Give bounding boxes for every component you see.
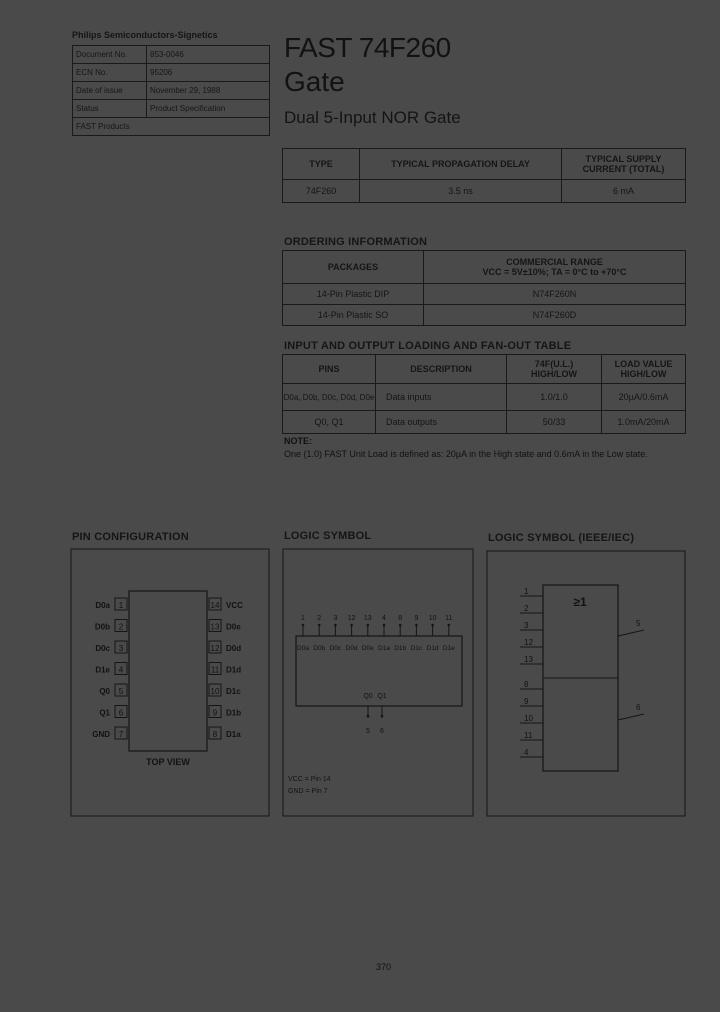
pin-name-right: VCC [226, 601, 243, 610]
iec-input-pin: 8 [524, 680, 529, 689]
company-name: Philips Semiconductors-Signetics [72, 30, 218, 40]
logic-outputs-group [363, 693, 386, 735]
output-pin-number: 5 [366, 728, 370, 735]
pin-number-left: 1 [118, 601, 124, 610]
logic-iec-heading: LOGIC SYMBOL (IEEE/IEC) [488, 532, 635, 544]
pin-name-left: Q1 [99, 708, 110, 718]
type-table-header: TYPE TYPICAL PROPAGATION DELAY TYPICAL SUPPLY CURRENT (TOTAL) [283, 149, 686, 180]
output-terminal [381, 715, 384, 718]
loading-row-outputs: Q0, Q1 Data outputs 50/33 1.0mA/20mA [283, 411, 686, 434]
title-line-2: Gate [284, 66, 345, 97]
subtitle: Dual 5-Input NOR Gate [284, 108, 461, 127]
input-label: D1d [426, 645, 439, 652]
doc-row-number: Document No. 853-0046 [73, 46, 270, 64]
iec-output-lead [618, 714, 644, 720]
iec-input-pin: 3 [524, 621, 529, 630]
ordering-range-title: COMMERCIAL RANGE [506, 257, 603, 267]
pin-number-right: 13 [210, 622, 220, 632]
input-label: D0a [297, 645, 309, 652]
loading-header: PINS DESCRIPTION 74F(U.L.) HIGH/LOW LOAD VALUE HIGH/LOW [283, 355, 686, 384]
input-pin-number: 1 [301, 615, 305, 622]
iec-input-pin: 4 [524, 748, 529, 757]
vcc-note: VCC = Pin 14 [288, 776, 331, 783]
note-title: NOTE: [284, 436, 312, 446]
input-terminal [431, 624, 434, 627]
pin-name-left: GND [92, 730, 110, 739]
pin-name-right: D1d [226, 665, 242, 675]
iec-input-pin: 9 [524, 697, 529, 706]
input-label: D1e [442, 645, 455, 652]
input-pin-number: 9 [414, 615, 419, 622]
input-label: D1a [378, 645, 390, 652]
ordering-row-dip: 14-Pin Plastic DIP N74F260N [283, 284, 686, 305]
doc-row-status: Status Product Specification [73, 100, 270, 118]
type-table [282, 148, 686, 203]
input-label: D1c [410, 645, 423, 652]
iec-pins-group [520, 587, 644, 757]
pin-number-right: 14 [210, 601, 220, 610]
pin-name-right: D1b [226, 708, 242, 718]
ordering-table [282, 250, 686, 326]
pin-number-left: 6 [118, 708, 124, 718]
iec-output-pin: 5 [636, 619, 641, 628]
input-pin-number: 12 [347, 615, 356, 622]
pin-number-left: 3 [118, 644, 124, 653]
pin-number-right: 10 [210, 687, 220, 696]
ordering-header: PACKAGES COMMERCIAL RANGE VCC = 5V±10%; TA = 0°C to +70°C [283, 251, 686, 284]
pin-name-left: Q0 [99, 687, 110, 696]
loading-table [282, 354, 686, 434]
input-pin-number: 11 [445, 615, 453, 622]
iec-input-pin: 11 [524, 731, 533, 740]
iec-input-pin: 2 [524, 604, 529, 613]
pin-config-heading: PIN CONFIGURATION [72, 531, 189, 543]
ordering-row-so: 14-Pin Plastic SO N74F260D [283, 305, 686, 326]
type-table-row: 74F260 3.5 ns 6 mA [283, 180, 686, 203]
doc-row-ecn: ECN No. 95206 [73, 64, 270, 82]
iec-input-pin: 12 [524, 638, 533, 647]
pin-number-right: 9 [212, 708, 218, 718]
input-terminal [367, 624, 370, 627]
input-pin-number: 13 [363, 615, 372, 622]
title-line-1: FAST 74F260 [284, 32, 451, 63]
document-info-table [72, 45, 270, 136]
pin-number-right: 11 [210, 665, 220, 675]
input-label: D0c [329, 645, 342, 652]
input-terminal [383, 624, 386, 627]
doc-row-products: FAST Products [73, 118, 270, 136]
pin-name-right: D1a [226, 730, 241, 739]
input-label: D0e [361, 645, 374, 652]
pin-number-left: 7 [118, 730, 124, 739]
ordering-heading: ORDERING INFORMATION [284, 236, 428, 248]
input-label: D0d [345, 645, 358, 652]
input-terminal [318, 624, 321, 627]
input-pin-number: 3 [333, 615, 338, 622]
output-label: Q1 [377, 693, 387, 700]
pin-left-group [92, 598, 127, 739]
input-label: D0b [313, 645, 326, 652]
input-pin-number: 8 [398, 615, 403, 622]
pin-config-diagram [70, 548, 270, 818]
input-terminal [350, 624, 353, 627]
input-terminal [448, 624, 451, 627]
logic-symbol-diagram [282, 548, 474, 818]
output-label: Q0 [363, 693, 373, 700]
doc-row-date: Date of issue November 29, 1988 [73, 82, 270, 100]
pin-name-left: D1e [95, 665, 110, 675]
pin-name-left: D0a [95, 601, 110, 610]
iec-input-pin: 10 [524, 714, 533, 723]
iec-output-pin: 6 [636, 703, 641, 712]
pin-number-right: 8 [212, 730, 218, 739]
input-pin-number: 4 [382, 615, 386, 622]
loading-row-inputs: D0a, D0b, D0c, D0d, D0e Data inputs 1.0/1.0 20µA/0.6mA [283, 384, 686, 411]
output-pin-number: 6 [380, 728, 384, 735]
logic-symbol-heading: LOGIC SYMBOL [284, 530, 372, 542]
input-terminal [415, 624, 418, 627]
page-number: 370 [376, 962, 392, 972]
pin-right-group [209, 598, 243, 739]
pin-number-left: 2 [118, 622, 124, 632]
input-terminal [399, 624, 402, 627]
pin-number-left: 4 [118, 665, 124, 675]
input-terminal [302, 624, 305, 627]
input-label: D1b [394, 645, 407, 652]
or-gate-label: ≥1 [573, 595, 587, 609]
pin-name-left: D0c [95, 644, 110, 653]
ordering-range-conditions: VCC = 5V±10%; TA = 0°C to +70°C [482, 267, 627, 277]
gnd-note: GND = Pin 7 [288, 788, 328, 795]
pin-name-left: D0b [94, 622, 110, 632]
pin-number-right: 12 [210, 644, 220, 653]
iec-input-pin: 1 [524, 587, 529, 596]
pin-number-left: 5 [118, 687, 124, 696]
top-view-caption: TOP VIEW [146, 757, 190, 767]
iec-output-lead [618, 630, 644, 636]
logic-inputs-group [297, 615, 455, 652]
iec-input-pin: 13 [524, 655, 533, 664]
note-text: One (1.0) FAST Unit Load is defined as: 20µA in the High state and 0.6mA in the Low state. [284, 449, 648, 459]
pin-name-right: D1c [226, 687, 241, 696]
output-terminal [367, 715, 370, 718]
input-pin-number: 10 [428, 615, 437, 622]
logic-iec-diagram [486, 550, 686, 818]
pin-name-right: D0d [226, 644, 242, 653]
loading-heading: INPUT AND OUTPUT LOADING AND FAN-OUT TABLE [284, 340, 572, 352]
pin-name-right: D0e [226, 622, 241, 632]
input-terminal [334, 624, 337, 627]
input-pin-number: 2 [317, 615, 322, 622]
